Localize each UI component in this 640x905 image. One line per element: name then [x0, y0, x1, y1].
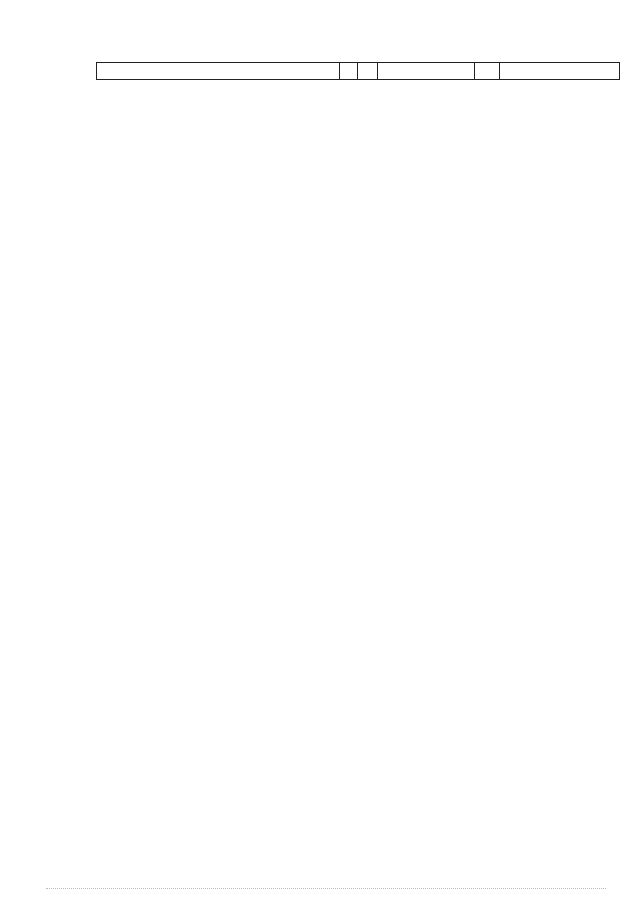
bottom-dotted-line	[46, 888, 606, 889]
